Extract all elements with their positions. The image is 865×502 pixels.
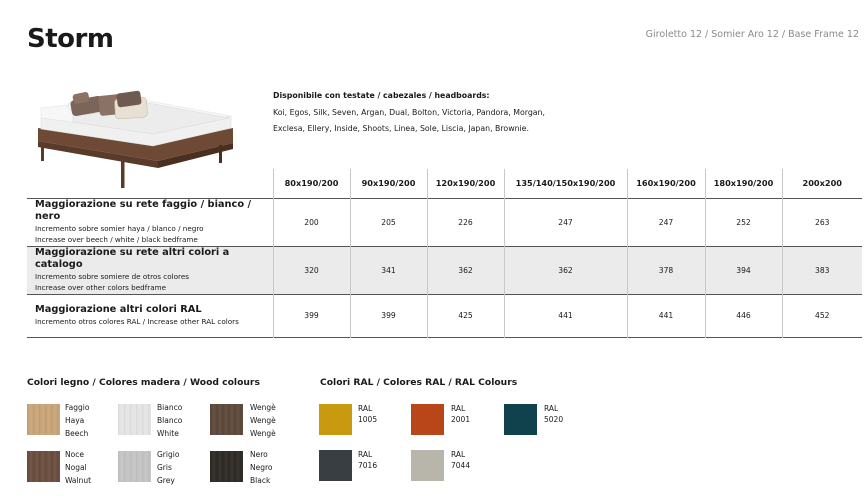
column-header: 160x190/200 xyxy=(627,169,705,198)
price-cell: 341 xyxy=(350,246,427,294)
row-title: Maggiorazione altri colori RAL xyxy=(35,303,202,315)
page-title: Storm xyxy=(27,24,114,54)
price-cell: 425 xyxy=(427,294,504,337)
price-cell: 247 xyxy=(627,198,705,246)
column-header: 90x190/200 xyxy=(350,169,427,198)
price-cell: 399 xyxy=(350,294,427,337)
price-cell: 441 xyxy=(504,294,627,337)
table-header-row xyxy=(27,169,862,198)
table-row xyxy=(27,198,862,246)
price-cell: 446 xyxy=(705,294,782,337)
price-cell: 378 xyxy=(627,246,705,294)
ral-swatch-label: RAL 7016 xyxy=(358,450,378,470)
wood-swatch-label: Nero Negro Black xyxy=(250,450,273,485)
product-subtitle: Giroletto 12 / Somier Aro 12 / Base Frame 12 xyxy=(645,29,859,40)
table-row xyxy=(27,246,862,294)
row-subtitle-es: Incremento otros colores RAL / Increase other RAL colors xyxy=(35,316,239,326)
ral-swatch xyxy=(319,450,352,481)
price-cell: 205 xyxy=(350,198,427,246)
ral-swatch xyxy=(319,404,352,435)
price-cell: 383 xyxy=(815,265,830,275)
column-header: 135/140/150x190/200 xyxy=(504,169,627,198)
price-cell: 226 xyxy=(427,198,504,246)
ral-swatch xyxy=(411,404,444,435)
price-cell: 252 xyxy=(705,198,782,246)
wood-swatch-label: Bianco Blanco White xyxy=(157,403,183,438)
row-title: Maggiorazione su rete altri colori a catalogo xyxy=(35,246,230,270)
table-corner xyxy=(27,169,273,198)
row-subtitle-es: Incremento sobre somiere de otros colores xyxy=(35,271,190,281)
column-header: 120x190/200 xyxy=(427,169,504,198)
price-cell: 200 xyxy=(273,198,350,246)
wood-swatch xyxy=(118,404,151,435)
price-cell: 263 xyxy=(815,217,830,227)
column-header: 80x190/200 xyxy=(273,169,350,198)
wood-swatch-label: Faggio Haya Beech xyxy=(65,403,90,438)
wood-swatch xyxy=(118,451,151,482)
ral-swatch-label: RAL 2001 xyxy=(451,404,471,424)
price-cell: 394 xyxy=(705,246,782,294)
ral-swatch-label: RAL 7044 xyxy=(451,450,471,470)
price-cell: 247 xyxy=(504,198,627,246)
column-header: 180x190/200 xyxy=(705,169,782,198)
wood-colours-title: Colori legno / Colores madera / Wood colours xyxy=(27,377,260,388)
price-cell: 362 xyxy=(427,246,504,294)
price-table xyxy=(27,169,862,338)
table-row xyxy=(27,294,862,337)
ral-colours-title: Colori RAL / Colores RAL / RAL Colours xyxy=(320,377,518,388)
row-subtitle-es: Incremento sobre somier haya / blanco / negro xyxy=(35,223,204,233)
row-subtitle-en: Increase over other colors bedframe xyxy=(35,283,167,292)
price-cell: 452 xyxy=(815,311,830,320)
ral-swatch-label: RAL 5020 xyxy=(544,404,564,424)
column-header: 200x200 xyxy=(802,178,842,189)
wood-swatch xyxy=(27,404,60,435)
wood-swatch xyxy=(210,404,243,435)
ral-swatch xyxy=(504,404,537,435)
wood-swatch-label: Noce Nogal Walnut xyxy=(65,450,92,485)
row-subtitle-en: Increase over beech / white / black bedframe xyxy=(35,235,198,244)
row-title: Maggiorazione su rete faggio / bianco / nero xyxy=(35,198,252,222)
ral-swatch-label: RAL 1005 xyxy=(358,404,378,424)
price-cell: 441 xyxy=(627,294,705,337)
row-label xyxy=(27,294,273,337)
price-cell: 362 xyxy=(504,246,627,294)
wood-swatch xyxy=(27,451,60,482)
wood-swatch xyxy=(210,451,243,482)
ral-swatch xyxy=(411,450,444,481)
row-label xyxy=(27,246,273,294)
availability-list: Koi, Egos, Silk, Seven, Argan, Dual, Bolton, Victoria, Pandora, Morgan, Exclesa, Ellery, Inside, Shoots, Linea, Sole, Liscia, Japan, Brownie. xyxy=(273,108,545,133)
price-cell: 320 xyxy=(273,246,350,294)
wood-swatch-label: Wengè Wengè Wengè xyxy=(250,403,276,438)
price-cell: 399 xyxy=(273,294,350,337)
row-label xyxy=(27,198,273,246)
availability-label: Disponibile con testate / cabezales / headboards: xyxy=(273,91,490,100)
wood-swatch-label: Grigio Gris Grey xyxy=(157,450,180,485)
